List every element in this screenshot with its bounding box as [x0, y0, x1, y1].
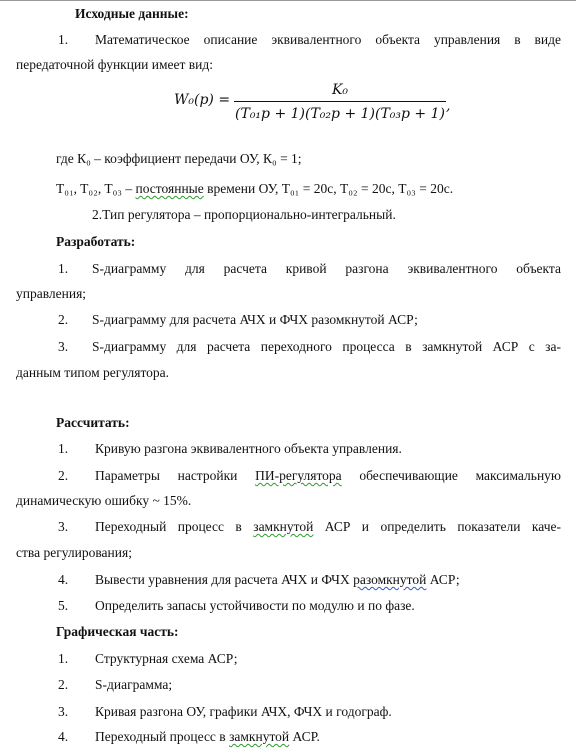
calc-item2-line1	[95, 467, 561, 485]
calc-item2-part-b: обеспечивающие максимальную	[341, 468, 561, 483]
formula-numerator: K₀	[331, 82, 349, 98]
graphic-item3-number: 3.	[58, 704, 69, 719]
transfer-function-formula	[174, 80, 464, 126]
heading-source-data: Исходные данные:	[75, 6, 189, 21]
formula-fraction	[234, 80, 446, 124]
graphic-item4-part-b: АСР.	[289, 729, 320, 744]
top-border-line	[0, 0, 576, 1]
source-item1-number: 1.	[58, 32, 69, 47]
calc-item5-number: 5.	[58, 598, 69, 613]
regulator-type-line: 2.Тип регулятора – пропорционально-интегральный.	[92, 207, 396, 222]
graphic-item3-text: Кривая разгона ОУ, графики АЧХ, ФЧХ и годограф.	[95, 704, 392, 719]
graphic-item1-text: Структурная схема АСР;	[95, 651, 238, 666]
heading-calculate: Рассчитать:	[56, 415, 130, 430]
develop-item3-line1: S-диаграмму для расчета переходного процесса в замкнутой АСР с за-	[92, 339, 561, 354]
calc-item2-wavy-word: ПИ-регулятора	[255, 468, 342, 483]
develop-item1-line2: управления;	[16, 286, 87, 301]
calc-item3-line2: ства регулирования;	[16, 545, 132, 560]
where-k-line: где К₀ – коэффициент передачи ОУ, К₀ = 1;	[56, 151, 302, 166]
graphic-item1-number: 1.	[58, 651, 69, 666]
calc-item3-number: 3.	[58, 519, 69, 534]
develop-item2-line1: S-диаграмму для расчета АЧХ и ФЧХ разомкнутой АСР;	[92, 312, 418, 327]
graphic-item4-text	[95, 728, 320, 746]
calc-item1-text: Кривую разгона эквивалентного объекта управления.	[95, 441, 402, 456]
calc-item2-line2: динамическую ошибку ~ 15%.	[16, 493, 192, 508]
develop-item1-number: 1.	[58, 261, 69, 276]
time-constants-line	[56, 180, 453, 198]
graphic-item2-number: 2.	[58, 677, 69, 692]
formula-lhs: W₀(p) =	[174, 92, 231, 108]
source-item1-line1: Математическое описание эквивалентного объекта управления в виде	[95, 32, 561, 47]
calc-item5-text: Определить запасы устойчивости по модулю и по фазе.	[95, 598, 415, 613]
heading-graphic: Графическая часть:	[56, 624, 179, 639]
calc-item4-number: 4.	[58, 572, 69, 587]
calc-item4-part-b: АСР;	[426, 572, 460, 587]
source-item1-line2: передаточной функции имеет вид:	[16, 57, 214, 72]
calc-item2-number: 2.	[58, 468, 69, 483]
calc-item4-text	[95, 571, 460, 589]
calc-item4-wavy-word: разомкнутой	[353, 572, 427, 587]
graphic-item4-number: 4.	[58, 729, 69, 744]
calc-item2-part-a: Параметры настройки	[95, 468, 256, 483]
formula-end-punct: ,	[446, 98, 451, 114]
formula-fraction-bar	[234, 101, 446, 102]
calc-item3-part-a: Переходный процесс в	[95, 519, 254, 534]
heading-develop: Разработать:	[56, 234, 136, 249]
calc-item3-part-b: АСР и определить показатели каче-	[313, 519, 561, 534]
develop-item3-number: 3.	[58, 339, 69, 354]
graphic-item4-wavy-word: замкнутой	[229, 729, 290, 744]
develop-item1-line1: S-диаграмму для расчета кривой разгона эквивалентного объекта	[92, 261, 561, 276]
graphic-item2-text: S-диаграмма;	[95, 677, 173, 692]
calc-item3-wavy-word: замкнутой	[253, 519, 314, 534]
calc-item1-number: 1.	[58, 441, 69, 456]
calc-item3-line1	[95, 518, 561, 536]
formula-denominator: (T₀₁p + 1)(T₀₂p + 1)(T₀₃p + 1)	[235, 106, 445, 122]
graphic-item4-part-a: Переходный процесс в	[95, 729, 230, 744]
time-constants-suffix: времени ОУ, T₀₁ = 20с, T₀₂ = 20с, T₀₃ = 20с.	[203, 181, 454, 196]
develop-item2-number: 2.	[58, 312, 69, 327]
time-constants-prefix: T₀₁, T₀₂, T₀₃ –	[56, 181, 136, 196]
time-constants-wavy-word: постоянные	[135, 181, 204, 196]
calc-item4-part-a: Вывести уравнения для расчета АЧХ и ФЧХ	[95, 572, 354, 587]
develop-item3-line2: данным типом регулятора.	[16, 365, 170, 380]
